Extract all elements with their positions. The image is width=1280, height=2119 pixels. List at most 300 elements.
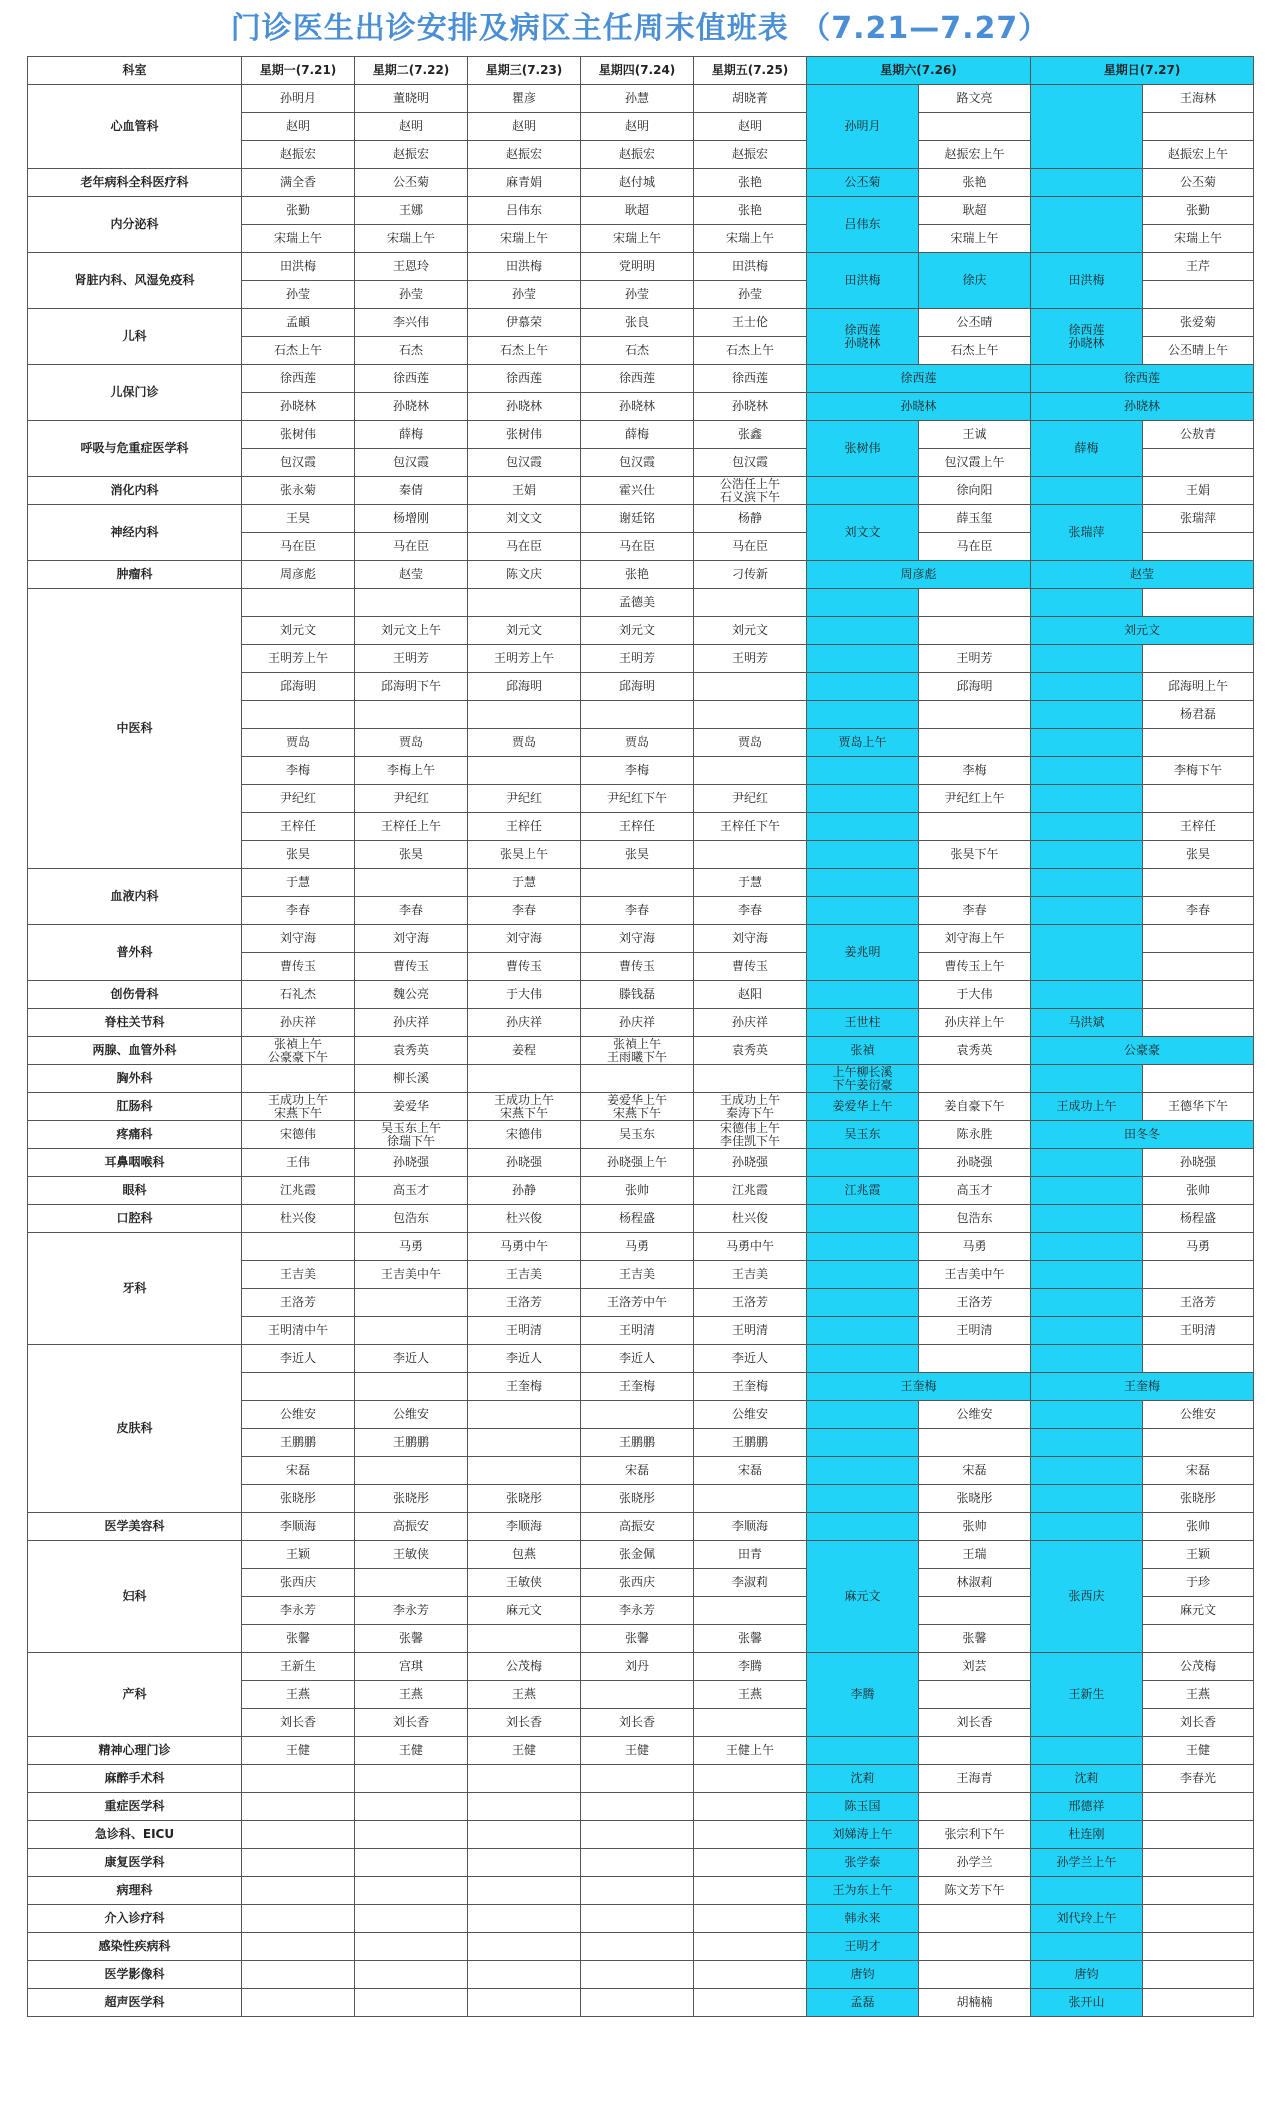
schedule-cell: 孙庆祥 [242, 1009, 355, 1037]
dept-name: 老年病科全科医疗科 [28, 169, 242, 197]
schedule-cell: 王奎梅 [694, 1373, 807, 1401]
schedule-cell: 曹传玉 [694, 953, 807, 981]
schedule-cell [355, 1877, 468, 1905]
schedule-cell: 王洛芳 [242, 1289, 355, 1317]
weekend-cell: 王娟 [1143, 477, 1254, 505]
weekend-cell [919, 1681, 1031, 1709]
weekend-cell: 王明清 [919, 1317, 1031, 1345]
schedule-cell [694, 1821, 807, 1849]
schedule-cell: 于慧 [468, 869, 581, 897]
weekend-cell [1031, 589, 1143, 617]
weekend-cell [807, 1513, 919, 1541]
weekend-cell: 张馨 [919, 1625, 1031, 1653]
weekend-cell: 宋磊 [919, 1457, 1031, 1485]
schedule-cell: 宋德伟上午 李佳凯下午 [694, 1121, 807, 1149]
schedule-cell: 张昊上午 [468, 841, 581, 869]
weekend-cell [1031, 1065, 1143, 1093]
weekend-cell [807, 589, 919, 617]
schedule-cell: 刘守海 [694, 925, 807, 953]
schedule-cell: 刘长香 [355, 1709, 468, 1737]
weekend-cell: 王奎梅 [1031, 1373, 1254, 1401]
schedule-cell: 张馨 [581, 1625, 694, 1653]
schedule-cell: 李顺海 [242, 1513, 355, 1541]
weekend-cell [807, 1485, 919, 1513]
weekend-cell: 王洛芳 [919, 1289, 1031, 1317]
schedule-cell: 李近人 [242, 1345, 355, 1373]
schedule-cell: 霍兴仕 [581, 477, 694, 505]
weekend-cell: 曹传玉上午 [919, 953, 1031, 981]
schedule-cell: 刘长香 [581, 1709, 694, 1737]
weekend-cell: 赵振宏上午 [1143, 141, 1254, 169]
weekend-cell: 王颖 [1143, 1541, 1254, 1569]
schedule-cell [581, 1989, 694, 2017]
schedule-cell: 王健上午 [694, 1737, 807, 1765]
weekend-cell [1031, 1513, 1143, 1541]
table-row [28, 869, 1254, 897]
schedule-cell: 宋瑞上午 [355, 225, 468, 253]
schedule-cell: 杜兴俊 [694, 1205, 807, 1233]
schedule-cell: 王梓任 [468, 813, 581, 841]
weekend-cell [1031, 1485, 1143, 1513]
schedule-cell [355, 701, 468, 729]
schedule-cell: 孙莹 [694, 281, 807, 309]
weekend-cell: 王诚 [919, 421, 1031, 449]
schedule-cell: 孙晓林 [581, 393, 694, 421]
weekend-cell [919, 1065, 1031, 1093]
schedule-cell: 孙明月 [242, 85, 355, 113]
dept-name: 耳鼻咽喉科 [28, 1149, 242, 1177]
schedule-cell: 周彦彪 [242, 561, 355, 589]
schedule-cell: 孙晓强 [355, 1149, 468, 1177]
schedule-cell [694, 1905, 807, 1933]
schedule-cell: 姜程 [468, 1037, 581, 1065]
dept-name: 医学美容科 [28, 1513, 242, 1541]
schedule-cell [694, 1877, 807, 1905]
schedule-cell: 王明清 [468, 1317, 581, 1345]
table-row [28, 925, 1254, 953]
weekend-cell: 胡楠楠 [919, 1989, 1031, 2017]
schedule-cell: 滕钱磊 [581, 981, 694, 1009]
dept-name: 儿保门诊 [28, 365, 242, 421]
schedule-cell: 王健 [242, 1737, 355, 1765]
schedule-cell [468, 757, 581, 785]
weekend-cell [807, 645, 919, 673]
schedule-cell: 赵振宏 [242, 141, 355, 169]
weekend-cell: 李梅 [919, 757, 1031, 785]
schedule-cell: 刘守海 [355, 925, 468, 953]
weekend-cell: 公丕晴 [919, 309, 1031, 337]
schedule-cell: 张良 [581, 309, 694, 337]
dept-name: 妇科 [28, 1541, 242, 1653]
weekend-cell: 徐西莲 [807, 365, 1031, 393]
weekend-cell: 马勇 [919, 1233, 1031, 1261]
schedule-cell: 公茂梅 [468, 1653, 581, 1681]
weekend-cell: 刘文文 [807, 505, 919, 561]
weekend-cell [1143, 785, 1254, 813]
schedule-cell: 孙静 [468, 1177, 581, 1205]
weekend-cell [1031, 169, 1143, 197]
weekend-cell: 王奎梅 [807, 1373, 1031, 1401]
schedule-cell [581, 1821, 694, 1849]
schedule-cell: 宋磊 [694, 1457, 807, 1485]
schedule-cell: 曹传玉 [242, 953, 355, 981]
weekend-cell: 王世柱 [807, 1009, 919, 1037]
weekend-cell: 王明才 [807, 1933, 919, 1961]
schedule-cell: 高玉才 [355, 1177, 468, 1205]
schedule-cell: 高振安 [581, 1513, 694, 1541]
table-row [28, 253, 1254, 281]
weekend-cell: 王明清 [1143, 1317, 1254, 1345]
dept-name: 产科 [28, 1653, 242, 1737]
schedule-cell: 高振安 [355, 1513, 468, 1541]
schedule-cell: 孙庆祥 [581, 1009, 694, 1037]
weekend-cell [1143, 1877, 1254, 1905]
weekend-cell: 张瑞萍 [1143, 505, 1254, 533]
schedule-cell [694, 589, 807, 617]
weekend-cell [1143, 1989, 1254, 2017]
weekend-cell: 杜连刚 [1031, 1821, 1143, 1849]
weekend-cell [807, 1401, 919, 1429]
weekend-cell: 陈文芳下午 [919, 1877, 1031, 1905]
weekend-cell [807, 1205, 919, 1233]
schedule-cell: 包燕 [468, 1541, 581, 1569]
schedule-cell: 公浩任上午 石义滨下午 [694, 477, 807, 505]
schedule-cell [581, 1849, 694, 1877]
schedule-cell: 张西庆 [581, 1569, 694, 1597]
schedule-cell [694, 757, 807, 785]
weekend-cell: 徐西莲 [1031, 365, 1254, 393]
header-mon: 星期一(7.21) [242, 57, 355, 85]
dept-name: 肾脏内科、风湿免疫科 [28, 253, 242, 309]
weekend-cell: 杨程盛 [1143, 1205, 1254, 1233]
schedule-cell: 石杰上午 [242, 337, 355, 365]
schedule-cell: 曹传玉 [468, 953, 581, 981]
weekend-cell: 公豪豪 [1031, 1037, 1254, 1065]
table-row [28, 309, 1254, 337]
schedule-cell [694, 701, 807, 729]
schedule-cell: 张晓彤 [581, 1485, 694, 1513]
weekend-cell: 张爱菊 [1143, 309, 1254, 337]
schedule-cell: 孟德美 [581, 589, 694, 617]
schedule-cell: 王娜 [355, 197, 468, 225]
schedule-cell [355, 1905, 468, 1933]
header-fri: 星期五(7.25) [694, 57, 807, 85]
schedule-cell: 赵振宏 [581, 141, 694, 169]
schedule-cell: 赵明 [355, 113, 468, 141]
schedule-cell [242, 1793, 355, 1821]
schedule-cell: 孙庆祥 [468, 1009, 581, 1037]
schedule-cell: 张禎上午 王雨曦下午 [581, 1037, 694, 1065]
schedule-cell: 吴玉东 [581, 1121, 694, 1149]
weekend-cell [1143, 925, 1254, 953]
schedule-cell: 李春 [242, 897, 355, 925]
schedule-cell: 马在臣 [468, 533, 581, 561]
header-sat: 星期六(7.26) [807, 57, 1031, 85]
schedule-cell: 石杰 [581, 337, 694, 365]
weekend-cell: 张西庆 [1031, 1541, 1143, 1653]
schedule-cell: 张西庆 [242, 1569, 355, 1597]
schedule-cell: 王吉美 [581, 1261, 694, 1289]
weekend-cell: 王德华下午 [1143, 1093, 1254, 1121]
weekend-cell: 孙庆祥上午 [919, 1009, 1031, 1037]
schedule-cell: 王鹏鹏 [694, 1429, 807, 1457]
weekend-cell: 徐西莲 孙晓林 [1031, 309, 1143, 365]
weekend-cell [919, 1793, 1031, 1821]
schedule-cell: 张晓彤 [355, 1485, 468, 1513]
weekend-cell: 江兆霞 [807, 1177, 919, 1205]
schedule-cell: 田洪梅 [694, 253, 807, 281]
schedule-cell: 王士伦 [694, 309, 807, 337]
schedule-cell [355, 1961, 468, 1989]
weekend-cell [807, 1737, 919, 1765]
weekend-cell: 刘长香 [1143, 1709, 1254, 1737]
schedule-cell: 徐西莲 [468, 365, 581, 393]
weekend-cell [1143, 981, 1254, 1009]
weekend-cell: 邢德祥 [1031, 1793, 1143, 1821]
schedule-cell: 贾岛 [581, 729, 694, 757]
schedule-cell [468, 1933, 581, 1961]
weekend-cell: 贾岛上午 [807, 729, 919, 757]
dept-name: 病理科 [28, 1877, 242, 1905]
weekend-cell: 李春 [919, 897, 1031, 925]
schedule-cell: 李春 [468, 897, 581, 925]
weekend-cell: 徐向阳 [919, 477, 1031, 505]
weekend-cell [919, 813, 1031, 841]
dept-name: 肿瘤科 [28, 561, 242, 589]
schedule-cell: 于慧 [694, 869, 807, 897]
weekend-cell [919, 1429, 1031, 1457]
schedule-cell: 张勤 [242, 197, 355, 225]
weekend-cell [1031, 1345, 1143, 1373]
schedule-cell: 王明清 [694, 1317, 807, 1345]
schedule-cell: 吕伟东 [468, 197, 581, 225]
weekend-cell: 张晓彤 [1143, 1485, 1254, 1513]
schedule-cell: 王明清中午 [242, 1317, 355, 1345]
dept-name: 皮肤科 [28, 1345, 242, 1513]
schedule-cell: 徐西莲 [581, 365, 694, 393]
schedule-cell: 王梓任 [242, 813, 355, 841]
weekend-cell [1031, 785, 1143, 813]
weekend-cell: 唐钧 [807, 1961, 919, 1989]
weekend-cell: 姜爱华上午 [807, 1093, 919, 1121]
schedule-cell: 王伟 [242, 1149, 355, 1177]
weekend-cell: 张瑞萍 [1031, 505, 1143, 561]
weekend-cell [919, 729, 1031, 757]
schedule-cell: 赵明 [242, 113, 355, 141]
weekend-cell [919, 869, 1031, 897]
weekend-cell: 孟磊 [807, 1989, 919, 2017]
weekend-cell: 张学泰 [807, 1849, 919, 1877]
table-row [28, 1009, 1254, 1037]
schedule-cell: 孙晓强上午 [581, 1149, 694, 1177]
header-wed: 星期三(7.23) [468, 57, 581, 85]
schedule-cell [694, 1933, 807, 1961]
dept-name: 精神心理门诊 [28, 1737, 242, 1765]
schedule-cell: 宋瑞上午 [694, 225, 807, 253]
weekend-cell [919, 1961, 1031, 1989]
weekend-cell: 孙晓强 [1143, 1149, 1254, 1177]
weekend-cell: 孙学兰上午 [1031, 1849, 1143, 1877]
weekend-cell: 杨君磊 [1143, 701, 1254, 729]
weekend-cell: 张树伟 [807, 421, 919, 477]
weekend-cell: 王吉美中午 [919, 1261, 1031, 1289]
weekend-cell [1031, 645, 1143, 673]
schedule-cell: 李春 [581, 897, 694, 925]
weekend-cell: 王明芳 [919, 645, 1031, 673]
schedule-cell: 刘守海 [468, 925, 581, 953]
weekend-cell [807, 1457, 919, 1485]
schedule-cell: 王奎梅 [581, 1373, 694, 1401]
dept-name: 肛肠科 [28, 1093, 242, 1121]
schedule-cell: 姜爱华上午 宋燕下午 [581, 1093, 694, 1121]
weekend-cell [1031, 1261, 1143, 1289]
schedule-cell [355, 1933, 468, 1961]
schedule-cell: 王恩玲 [355, 253, 468, 281]
schedule-cell: 曹传玉 [355, 953, 468, 981]
dept-name: 牙科 [28, 1233, 242, 1345]
weekend-cell [1031, 897, 1143, 925]
weekend-cell [807, 841, 919, 869]
schedule-cell [694, 1065, 807, 1093]
schedule-cell: 李腾 [694, 1653, 807, 1681]
schedule-cell: 陈文庆 [468, 561, 581, 589]
weekend-cell: 公丕菊 [1143, 169, 1254, 197]
schedule-cell: 王洛芳中午 [581, 1289, 694, 1317]
schedule-cell: 石杰上午 [694, 337, 807, 365]
table-row [28, 505, 1254, 533]
schedule-cell: 孙慧 [581, 85, 694, 113]
schedule-cell: 徐西莲 [355, 365, 468, 393]
schedule-cell: 邱海明下午 [355, 673, 468, 701]
dept-name: 两腺、血管外科 [28, 1037, 242, 1065]
weekend-cell: 张昊下午 [919, 841, 1031, 869]
schedule-cell: 胡晓菁 [694, 85, 807, 113]
weekend-cell [1031, 1401, 1143, 1429]
schedule-cell [581, 1933, 694, 1961]
weekend-cell [1143, 1905, 1254, 1933]
dept-name: 呼吸与危重症医学科 [28, 421, 242, 477]
dept-name: 超声医学科 [28, 1989, 242, 2017]
schedule-cell: 张树伟 [468, 421, 581, 449]
page-title: 门诊医生出诊安排及病区主任周末值班表 （7.21—7.27） [230, 11, 1050, 46]
weekend-cell: 公丕晴上午 [1143, 337, 1254, 365]
weekend-cell [1031, 1737, 1143, 1765]
table-row [28, 1121, 1254, 1149]
weekend-cell [1031, 701, 1143, 729]
dept-name: 中医科 [28, 589, 242, 869]
schedule-cell: 孙晓林 [242, 393, 355, 421]
schedule-cell: 田洪梅 [242, 253, 355, 281]
weekend-cell [807, 869, 919, 897]
schedule-cell: 秦倩 [355, 477, 468, 505]
table-row [28, 1793, 1254, 1821]
weekend-cell: 姜自豪下午 [919, 1093, 1031, 1121]
schedule-cell: 张禎上午 公豪豪下午 [242, 1037, 355, 1065]
dept-name: 消化内科 [28, 477, 242, 505]
schedule-cell: 贾岛 [242, 729, 355, 757]
weekend-cell [1031, 869, 1143, 897]
table-row [28, 1093, 1254, 1121]
schedule-cell: 张金佩 [581, 1541, 694, 1569]
weekend-cell: 李梅下午 [1143, 757, 1254, 785]
schedule-cell [355, 1569, 468, 1597]
weekend-cell: 张勤 [1143, 197, 1254, 225]
weekend-cell [807, 701, 919, 729]
weekend-cell [919, 1737, 1031, 1765]
weekend-cell [1143, 645, 1254, 673]
schedule-cell: 王明芳上午 [468, 645, 581, 673]
schedule-cell: 姜爱华 [355, 1093, 468, 1121]
schedule-cell: 王娟 [468, 477, 581, 505]
schedule-cell: 马在臣 [242, 533, 355, 561]
schedule-cell: 宋磊 [242, 1457, 355, 1485]
weekend-cell [1031, 1149, 1143, 1177]
schedule-cell: 刘守海 [581, 925, 694, 953]
schedule-cell: 刘文文 [468, 505, 581, 533]
weekend-cell [919, 1905, 1031, 1933]
schedule-cell: 李永芳 [581, 1597, 694, 1625]
schedule-cell: 马勇 [581, 1233, 694, 1261]
table-row [28, 1205, 1254, 1233]
schedule-cell [468, 1457, 581, 1485]
table-row [28, 1177, 1254, 1205]
schedule-cell [581, 1765, 694, 1793]
schedule-cell: 张馨 [242, 1625, 355, 1653]
schedule-cell: 李永芳 [355, 1597, 468, 1625]
schedule-cell: 石礼杰 [242, 981, 355, 1009]
weekend-cell [1031, 1233, 1143, 1261]
schedule-cell: 马在臣 [581, 533, 694, 561]
weekend-cell [807, 673, 919, 701]
weekend-cell: 公敖青 [1143, 421, 1254, 449]
table-row [28, 1653, 1254, 1681]
schedule-cell: 赵阳 [694, 981, 807, 1009]
table-row [28, 1765, 1254, 1793]
schedule-cell [355, 1765, 468, 1793]
weekend-cell: 王新生 [1031, 1653, 1143, 1737]
weekend-cell: 吴玉东 [807, 1121, 919, 1149]
schedule-cell: 张馨 [355, 1625, 468, 1653]
schedule-cell [468, 589, 581, 617]
schedule-cell: 王鹏鹏 [581, 1429, 694, 1457]
dept-name: 眼科 [28, 1177, 242, 1205]
schedule-cell: 王洛芳 [468, 1289, 581, 1317]
schedule-cell: 宋瑞上午 [242, 225, 355, 253]
weekend-cell: 公丕菊 [807, 169, 919, 197]
schedule-cell [581, 1961, 694, 1989]
weekend-cell [807, 1261, 919, 1289]
schedule-cell: 宋瑞上午 [468, 225, 581, 253]
dept-name: 胸外科 [28, 1065, 242, 1093]
weekend-cell [1031, 1317, 1143, 1345]
weekend-cell [1031, 1289, 1143, 1317]
schedule-cell [242, 1933, 355, 1961]
schedule-cell: 张树伟 [242, 421, 355, 449]
table-row [28, 1345, 1254, 1373]
weekend-cell: 刘元文 [1031, 617, 1254, 645]
table-row [28, 1233, 1254, 1261]
dept-name: 急诊科、EICU [28, 1821, 242, 1849]
dept-name: 儿科 [28, 309, 242, 365]
schedule-cell [355, 1289, 468, 1317]
schedule-cell: 孙晓林 [694, 393, 807, 421]
weekend-cell: 刘娣涛上午 [807, 1821, 919, 1849]
schedule-cell: 魏公亮 [355, 981, 468, 1009]
schedule-cell: 孙莹 [242, 281, 355, 309]
schedule-cell: 江兆霞 [694, 1177, 807, 1205]
schedule-cell: 孙晓强 [468, 1149, 581, 1177]
schedule-cell: 瞿彦 [468, 85, 581, 113]
